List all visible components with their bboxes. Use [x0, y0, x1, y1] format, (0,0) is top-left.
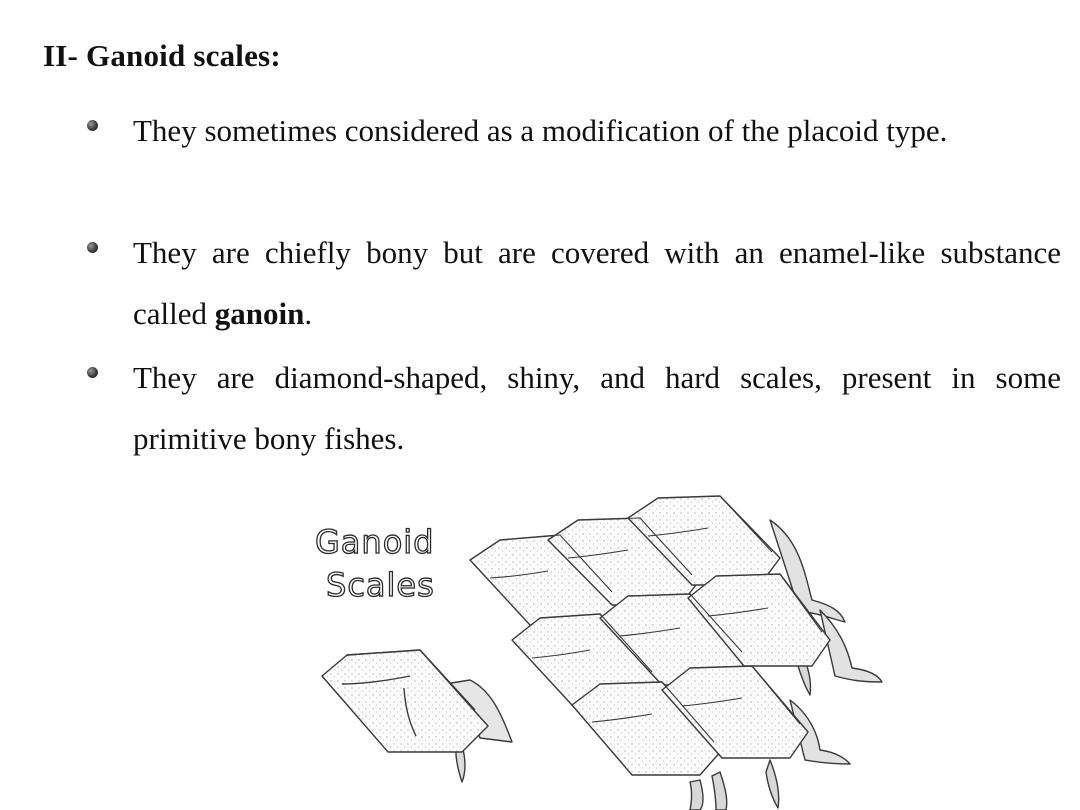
bullet-icon: [87, 242, 98, 253]
figure-label: Ganoid: [315, 523, 435, 561]
scale-grid-shape: [470, 496, 882, 810]
figure-label: Scales: [326, 566, 435, 604]
bullet-text-part: .: [304, 296, 313, 331]
bullet-icon: [87, 120, 98, 131]
bullet-icon: [87, 367, 98, 378]
bullet-text: They sometimes considered as a modification of the placoid type.: [133, 113, 948, 148]
bullet-text: [133, 222, 1061, 344]
bullet-text: They are diamond-shaped, shiny, and hard scales, present in some primitive bony fishes.: [133, 360, 1061, 456]
section-heading: II- Ganoid scales:: [43, 38, 281, 73]
bullet-text-part: They are chiefly bony but are covered with an enamel-like substance called: [133, 235, 1061, 331]
single-scale-shape: [322, 650, 512, 782]
ganoin-term: ganoin: [214, 296, 305, 331]
